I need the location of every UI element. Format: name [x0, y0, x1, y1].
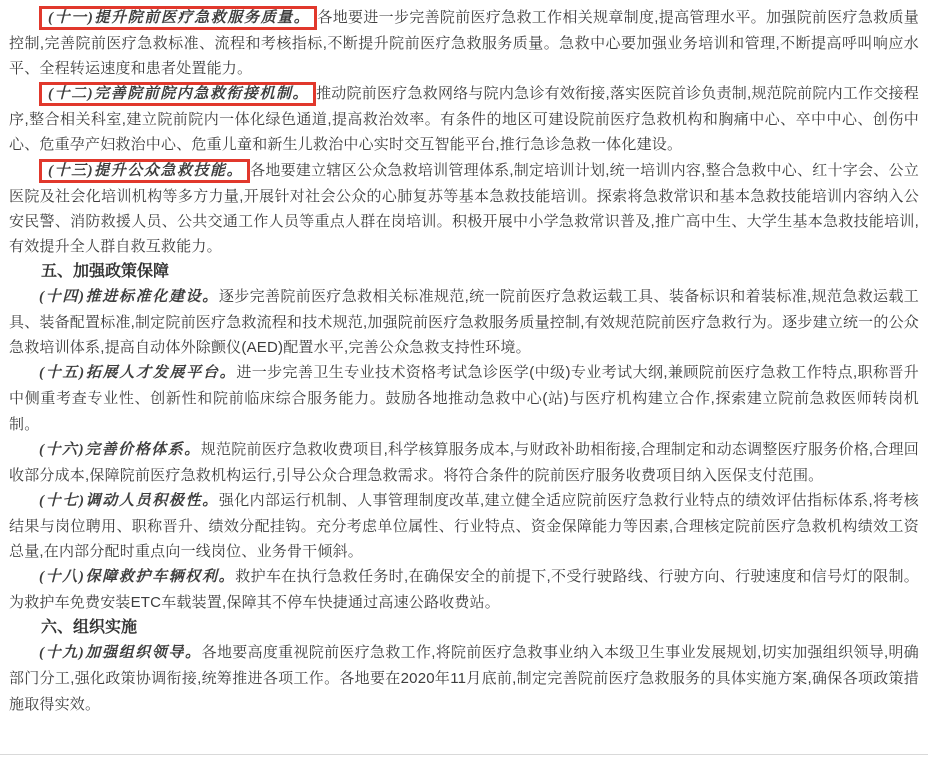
- clause-paragraph-15: [9, 360, 919, 436]
- clause-heading: (十九)加强组织领导。: [39, 645, 202, 662]
- clause-paragraph-16: [9, 437, 919, 488]
- clause-paragraph-18: [9, 564, 919, 615]
- clause-heading-highlight-box: (十二)完善院前院内急救衔接机制。: [39, 82, 316, 106]
- clause-paragraph-19: [9, 640, 919, 716]
- section-heading-6: 六、组织实施: [41, 619, 138, 637]
- clause-heading: (十四)推进标准化建设。: [39, 289, 219, 306]
- clause-body: 各地要进一步完善院前医疗急救工作相关规章制度,提高管理水平。加强院前医疗急救质量控制,完善院前医疗急救标准、流程和考核指标,不断提升院前医疗急救服务质量。急救中心要加强业务培训和管理,不断提高呼叫响应水平、全程转运速度和患者处置能力。: [9, 9, 920, 78]
- clause-heading: (十六)完善价格体系。: [39, 441, 201, 458]
- clause-body: 推动院前医疗急救网络与院内急诊有效衔接,落实医院首诊负责制,规范院前院内工作交接程序,整合相关科室,建立院前院内一体化绿色通道,提高救治效率。有条件的地区可建设院前医疗急救机构和胸痛中心、卒中中心、创伤中心、危重孕产妇救治中心、危重儿童和新生儿救治中心实时交互智能平台,推行急诊急救一体化建设。: [9, 85, 919, 154]
- section-heading-5: 五、加强政策保障: [41, 262, 170, 280]
- clause-paragraph-13: [9, 158, 919, 259]
- clause-body: 各地要高度重视院前医疗急救工作,将院前医疗急救事业纳入本级卫生事业发展规划,切实加强组织领导,明确部门分工,强化政策协调衔接,统筹推进各项工作。各地要在2020年11月底前,制定完善院前医疗急救服务的具体实施方案,确保各项政策措施取得实效。: [9, 644, 919, 713]
- clause-heading-highlight-box: (十一)提升院前医疗急救服务质量。: [39, 6, 317, 30]
- clause-paragraph-12: [9, 81, 919, 157]
- clause-heading: (十八)保障救护车辆权利。: [39, 569, 236, 586]
- clause-body: 逐步完善院前医疗急救相关标准规范,统一院前医疗急救运载工具、装备标识和着装标准,规范急救运载工具、装备配置标准,制定院前医疗急救流程和技术规范,加强院前医疗急救服务质量控制,有效规范院前医疗急救行为。逐步建立统一的公众急救培训体系,提高自动体外除颤仪(AED)配置水平,完善公众急救支持性环境。: [9, 288, 919, 357]
- page-bottom-divider: [0, 754, 928, 755]
- clause-body: 强化内部运行机制、人事管理制度改革,建立健全适应院前医疗急救行业特点的绩效评估指标体系,将考核结果与岗位聘用、职称晋升、绩效分配挂钩。充分考虑单位属性、行业特点、资金保障能力等因素,合理核定院前医疗急救机构绩效工资总量,在内部分配时重点向一线岗位、业务骨干倾斜。: [9, 491, 919, 560]
- clause-body: 规范院前医疗急救收费项目,科学核算服务成本,与财政补助相衔接,合理制定和动态调整医疗服务价格,合理回收部分成本,保障院前医疗急救机构运行,引导公众合理急救需求。将符合条件的院前医疗服务收费项目纳入医保支付范围。: [9, 440, 919, 484]
- clause-body: 进一步完善卫生专业技术资格考试急诊医学(中级)专业考试大纲,兼顾院前医疗急救工作特点,职称晋升中侧重考查专业性、创新性和院前临床综合服务能力。鼓励各地推动急救中心(站)与医疗机构建立合作,探索建立院前急救医师转岗机制。: [9, 364, 919, 433]
- clause-paragraph-11: [9, 5, 919, 81]
- clause-body: 救护车在执行急救任务时,在确保安全的前提下,不受行驶路线、行驶方向、行驶速度和信号灯的限制。为救护车免费安装ETC车载装置,保障其不停车快捷通过高速公路收费站。: [9, 568, 919, 612]
- clause-paragraph-17: [9, 488, 919, 564]
- clause-body: 各地要建立辖区公众急救培训管理体系,制定培训计划,统一培训内容,整合急救中心、红十字会、公立医院及社会化培训机构等多方力量,开展针对社会公众的心肺复苏等基本急救技能培训。探索将急救常识和基本急救技能培训内容纳入公安民警、消防救援人员、公共交通工作人员等重点人群在岗培训。积极开展中小学急救常识普及,推广高中生、大学生基本急救技能培训,有效提升全人群自救互救能力。: [9, 161, 919, 255]
- clause-heading: (十七)调动人员积极性。: [39, 492, 219, 509]
- clause-heading-highlight-box: (十三)提升公众急救技能。: [39, 159, 250, 183]
- clause-paragraph-14: [9, 284, 919, 360]
- clause-heading: (十五)拓展人才发展平台。: [39, 365, 237, 382]
